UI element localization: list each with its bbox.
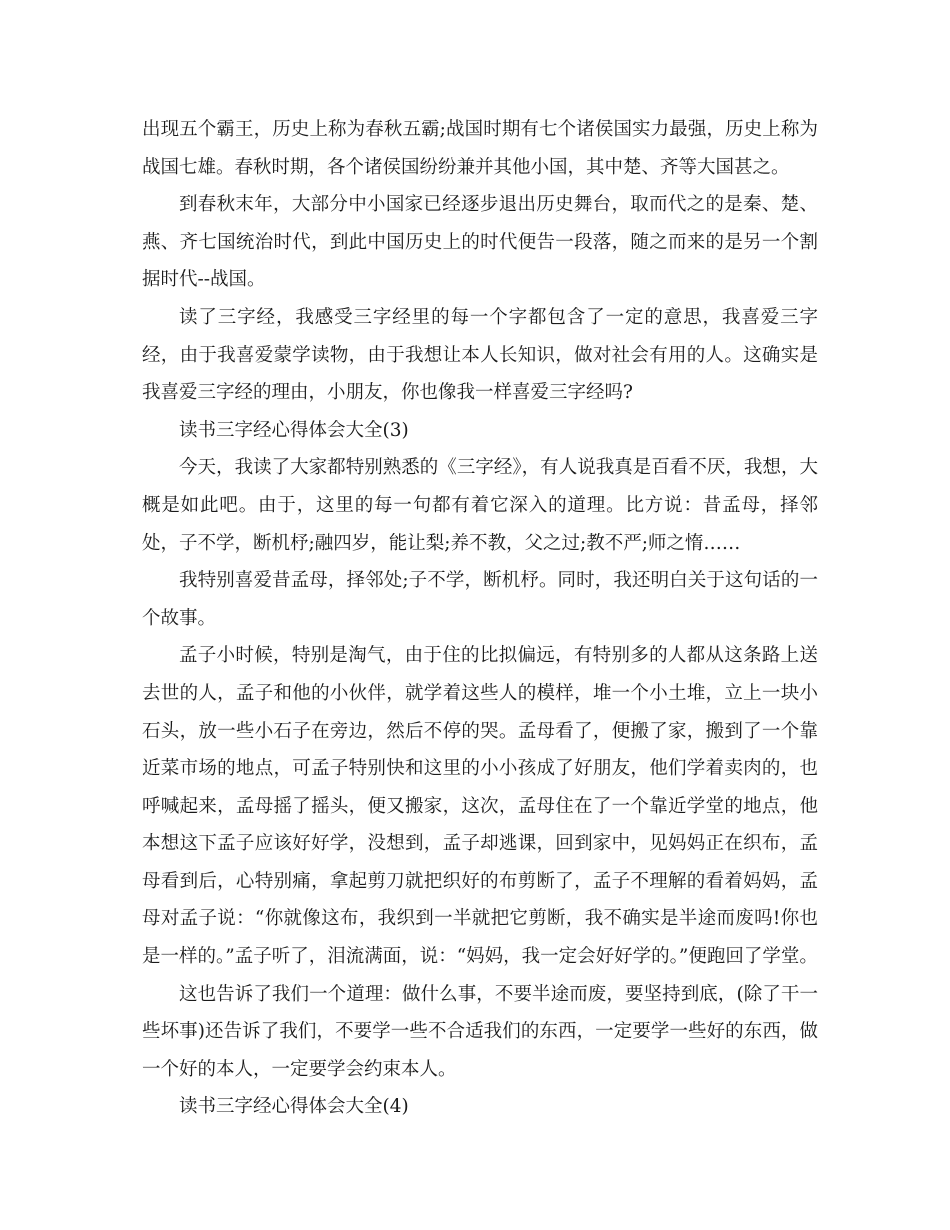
paragraph-why-i-love-sanzijing: 读了三字经，我感受三字经里的每一个字都包含了一定的意思，我喜爱三字经，由于我喜爱蒙学读物，由于我想让本人长知识，做对社会有用的人。这确实是我喜爱三字经的理由，小朋友，你也像我一样喜爱三字经吗? [142,306,818,404]
paragraph-read-sanzijing-today: 今天，我读了大家都特别熟悉的《三字经》，有人说我真是百看不厌，我想，大概是如此吧。由于，这里的每一句都有着它深入的道理。比方说：昔孟母，择邻处，子不学，断机杼;融四岁，能让梨;养不教，父之过;教不严;师之惰…… [142,457,818,554]
paragraph-lesson: 这也告诉了我们一个道理：做什么事，不要半途而废，要坚持到底，(除了干一些坏事)还告诉了我们，不要学一些不合适我们的东西，一定要学一些好的东西，做一个好的本人，一定要学会约束本人。 [142,983,818,1080]
paragraph-mencius-story: 孟子小时候，特别是淘气，由于住的比拟偏远，有特别多的人都从这条路上送去世的人，孟子和他的小伙伴，就学着这些人的模样，堆一个小土堆，立上一块小石头，放一些小石子在旁边，然后不停的哭。孟母看了，便搬了家，搬到了一个靠近菜市场的地点，可孟子特别快和这里的小小孩成了好朋友，他们学着卖肉的，也呼喊起来，孟母摇了摇头，便又搬家，这次，孟母住在了一个靠近学堂的地点，他本想这下孟子应该好好学，没想到，孟子却逃课，回到家中，见妈妈正在织布，孟母看到后，心特别痛，拿起剪刀就把织好的布剪断了，孟子不理解的看着妈妈，孟母对孟子说：“你就像这布，我织到一半就把它剪断，我不确实是半途而废吗!你也是一样的。”孟子听了，泪流满面，说：“妈妈，我一定会好好学的。”便跑回了学堂。 [142,645,818,968]
document-body [142,111,818,1126]
paragraph-favorite-lines: 我特别喜爱昔孟母，择邻处;子不学，断机杼。同时，我还明白关于这句话的一个故事。 [142,570,818,629]
section-heading-4: 读书三字经心得体会大全(4) [179,1096,409,1118]
section-heading-3: 读书三字经心得体会大全(3) [179,419,409,441]
paragraph-end-of-spring-autumn: 到春秋末年，大部分中小国家已经逐步退出历史舞台，取而代之的是秦、楚、燕、齐七国统治时代，到此中国历史上的时代便告一段落，随之而来的是另一个割据时代--战国。 [142,194,818,291]
paragraph-spring-autumn-hegemons: 出现五个霸王，历史上称为春秋五霸;战国时期有七个诸侯国实力最强，历史上称为战国七雄。春秋时期，各个诸侯国纷纷兼并其他小国，其中楚、齐等大国甚之。 [142,119,818,178]
